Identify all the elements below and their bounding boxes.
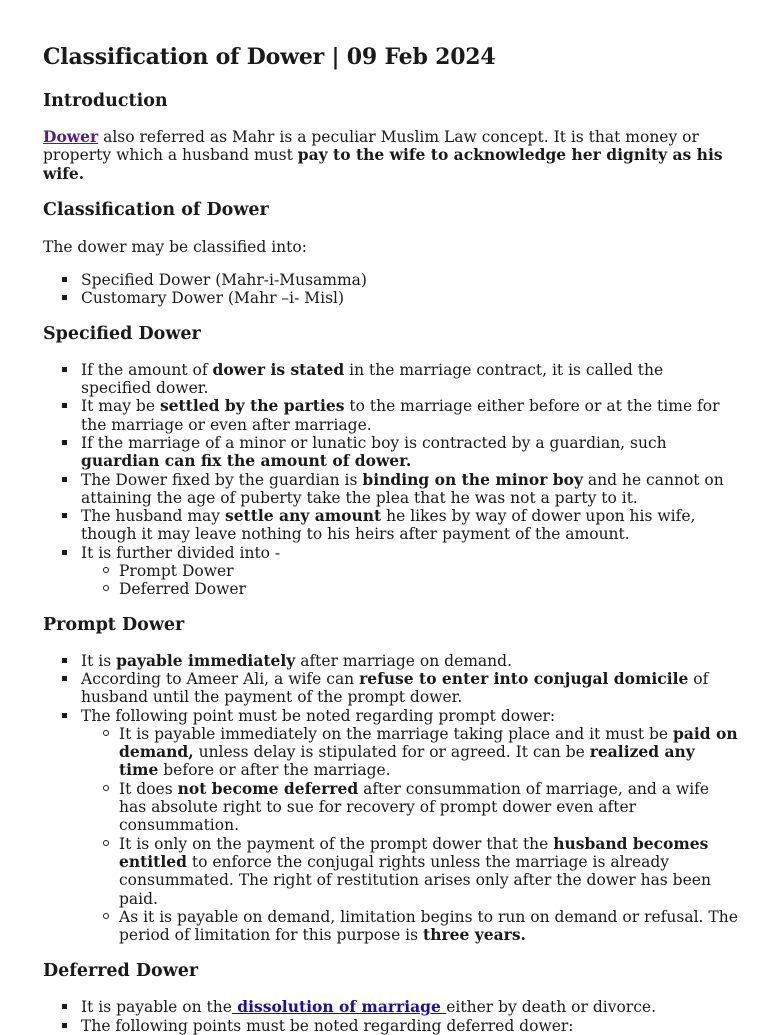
- page-title: Classification of Dower | 09 Feb 2024: [43, 44, 496, 70]
- specified-list: [43, 361, 738, 599]
- intro-paragraph: Dower also referred as Mahr is a peculiar Muslim Law concept. It is that money or property which a husband must pay to the wife to acknowledge her dignity as his wife.: [43, 127, 723, 183]
- list-item: The following points must be noted regarding deferred dower:: [43, 1017, 738, 1035]
- sub-list-item: It is only on the payment of the prompt dower that the husband becomes entitled to enforce the conjugal rights unless the marriage is already consummated. The right of restitution arises only after the dower has been paid.: [81, 835, 738, 908]
- sub-list-item: As it is payable on demand, limitation begins to run on demand or refusal. The period of limitation for this purpose is three years.: [81, 908, 738, 945]
- list-item: The husband may settle any amount he likes by way of dower upon his wife, though it may leave nothing to his heirs after payment of the amount.: [43, 507, 738, 544]
- list-item: It is payable on the dissolution of marriage either by death or divorce.: [43, 998, 738, 1016]
- prompt-list: [43, 652, 738, 945]
- sub-list: [81, 725, 738, 945]
- list-item: According to Ameer Ali, a wife can refuse to enter into conjugal domicile of husband until the payment of the prompt dower.: [43, 670, 738, 707]
- list-item: Customary Dower (Mahr –i- Misl): [43, 289, 738, 307]
- heading-prompt-dower: Prompt Dower: [43, 614, 185, 635]
- dissolution-of-marriage-link[interactable]: dissolution of marriage: [231, 997, 447, 1017]
- heading-specified-dower: Specified Dower: [43, 323, 201, 344]
- list-item: It is payable immediately after marriage on demand.: [43, 652, 738, 670]
- heading-classification: Classification of Dower: [43, 199, 269, 220]
- list-item: The Dower fixed by the guardian is binding on the minor boy and he cannot on attaining the age of puberty take the plea that he was not a party to it.: [43, 471, 738, 508]
- sub-list-item: Deferred Dower: [81, 580, 738, 598]
- list-item: It is further divided into - Prompt Dower Deferred Dower: [43, 544, 738, 599]
- sub-list-item: Prompt Dower: [81, 562, 738, 580]
- deferred-list: [43, 998, 738, 1035]
- list-item: It may be settled by the parties to the marriage either before or at the time for the marriage or even after marriage.: [43, 397, 738, 434]
- classification-list: [43, 271, 738, 308]
- sub-list: [81, 562, 738, 599]
- sub-list-item: It does not become deferred after consummation of marriage, and a wife has absolute right to sue for recovery of prompt dower even after consummation.: [81, 780, 738, 835]
- list-item: If the amount of dower is stated in the marriage contract, it is called the specified dower.: [43, 361, 738, 398]
- list-item: The following point must be noted regarding prompt dower: It is payable immediately on the marriage taking place and it must be paid on demand, unless delay is stipulated for or agreed. It can be realized any time before or after the marriage. It does not become deferred after consummation of marriage, and a wife has absolute right to sue for recovery of prompt dower even after consummation. It is only on the payment of the prompt dower that the husband becomes entitled to enforce the conjugal rights unless the marriage is already consummated. The right of restitution arises only after the dower has been paid. As it is payable on demand, limitation begins to run on demand or refusal. The period of limitation for this purpose is three years.: [43, 707, 738, 945]
- list-item: Specified Dower (Mahr-i-Musamma): [43, 271, 738, 289]
- heading-introduction: Introduction: [43, 91, 168, 111]
- sub-list-item: It is payable immediately on the marriage taking place and it must be paid on demand, unless delay is stipulated for or agreed. It can be realized any time before or after the marriage.: [81, 725, 738, 780]
- list-item: If the marriage of a minor or lunatic boy is contracted by a guardian, such guardian can fix the amount of dower.: [43, 434, 738, 471]
- dower-link[interactable]: Dower: [43, 127, 99, 146]
- heading-deferred-dower: Deferred Dower: [43, 961, 199, 982]
- classification-intro: The dower may be classified into:: [43, 237, 307, 256]
